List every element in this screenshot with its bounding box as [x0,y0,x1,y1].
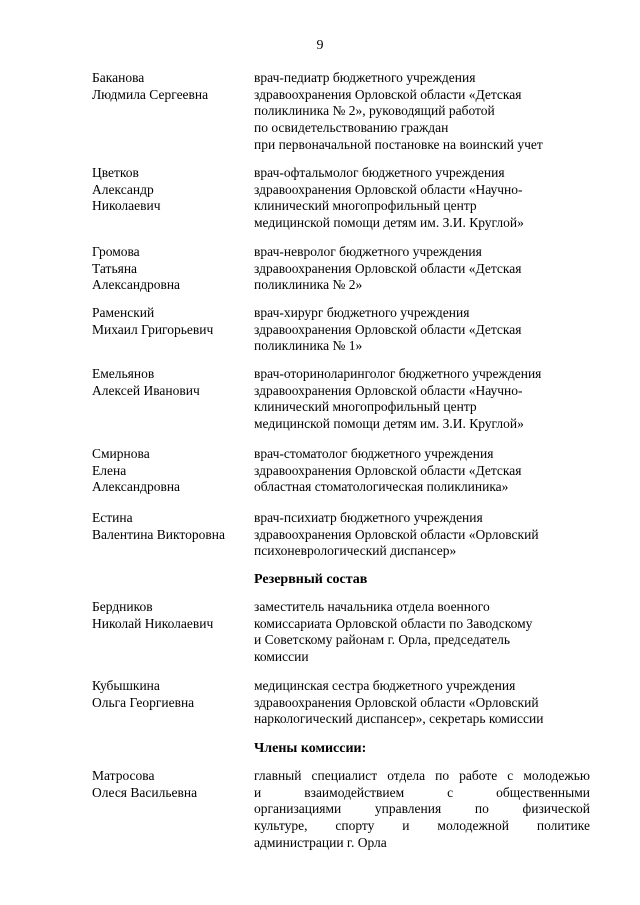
name-line: Смирнова [92,446,150,461]
role-line: врач-оториноларинголог бюджетного учреждения [254,366,542,381]
role-line: при первоначальной постановке на воинский учет [254,136,543,152]
person-name [92,305,254,338]
role-line: клинический многопрофильный центр [254,399,477,415]
role-line: организациями управления по физической [254,801,590,817]
name-line: Громова [92,244,140,259]
name-line: Валентина Викторовна [92,526,225,542]
role-line: врач-педиатр бюджетного учреждения [254,70,476,85]
role-line: областная стоматологическая поликлиника» [254,479,509,495]
role-line: здравоохранения Орловской области «Детская [254,462,522,478]
person-role [254,70,590,154]
name-line: Елена [92,462,127,478]
role-line: и взаимодействием с общественными [254,784,590,800]
person-role [254,366,590,433]
role-line: здравоохранения Орловской области «Научно- [254,181,523,197]
name-line: Татьяна [92,260,138,276]
person-name [92,446,254,496]
person-name [92,510,254,543]
name-line: Кубышкина [92,678,160,693]
name-line: Бердников [92,599,153,614]
person-name [92,768,254,801]
role-line: поликлиника № 2» [254,277,363,293]
person-role [254,165,590,232]
role-line: медицинской помощи детям им. З.И. Круглой» [254,416,524,432]
person-name [92,599,254,632]
role-line: врач-психиатр бюджетного учреждения [254,510,483,525]
name-line: Алексей Иванович [92,382,200,398]
role-line: здравоохранения Орловской области «Детская [254,86,522,102]
name-line: Александровна [92,277,181,293]
name-line: Цветков [92,165,139,180]
name-line: Баканова [92,70,145,85]
role-line: здравоохранения Орловской области «Научно- [254,382,523,398]
name-line: Естина [92,510,133,525]
name-line: Людмила Сергеевна [92,86,209,102]
members-heading: Члены комиссии: [254,741,367,756]
role-line: здравоохранения Орловской области «Орловский [254,694,539,710]
name-line: Матросова [92,768,155,783]
reserve-heading: Резервный состав [254,572,368,587]
name-line: Олеся Васильевна [92,784,198,800]
role-line: по освидетельствованию граждан [254,120,449,136]
person-role [254,678,590,728]
person-role [254,305,590,355]
name-line: Александр [92,181,154,197]
role-line: здравоохранения Орловской области «Орловский [254,526,539,542]
person-name [92,366,254,399]
role-line: врач-невролог бюджетного учреждения [254,244,482,259]
role-line: врач-стоматолог бюджетного учреждения [254,446,494,461]
role-line: врач-хирург бюджетного учреждения [254,305,470,320]
role-line: заместитель начальника отдела военного [254,599,490,614]
name-line: Александровна [92,479,181,495]
name-line: Михаил Григорьевич [92,321,214,337]
role-line: здравоохранения Орловской области «Детская [254,321,522,337]
role-line: администрации г. Орла [254,834,387,850]
role-line: комиссариата Орловской области по Заводскому [254,615,533,631]
person-role [254,446,590,496]
person-name [92,244,254,294]
role-line: поликлиника № 1» [254,338,363,354]
role-line: здравоохранения Орловской области «Детская [254,260,522,276]
person-role [254,244,590,294]
person-name [92,165,254,215]
role-line: поликлиника № 2», руководящий работой [254,103,495,119]
name-line: Раменский [92,305,155,320]
role-line: и Советскому районам г. Орла, председатель [254,632,511,648]
role-line: комиссии [254,649,309,665]
role-line: главный специалист отдела по работе с молодежью [254,768,590,783]
role-line: клинический многопрофильный центр [254,198,477,214]
name-line: Николай Николаевич [92,615,214,631]
person-role [254,599,590,666]
page-number: 9 [316,38,324,53]
role-line: наркологический диспансер», секретарь комиссии [254,711,544,727]
name-line: Николаевич [92,198,161,214]
person-name [92,678,254,711]
person-name [92,70,254,103]
role-line: культуре, спорту и молодежной политике [254,818,590,834]
role-line: врач-офтальмолог бюджетного учреждения [254,165,505,180]
name-line: Ольга Георгиевна [92,694,195,710]
person-role [254,768,590,852]
role-line: медицинской помощи детям им. З.И. Круглой» [254,215,524,231]
role-line: психоневрологический диспансер» [254,543,457,559]
name-line: Емельянов [92,366,155,381]
role-line: медицинская сестра бюджетного учреждения [254,678,516,693]
person-role [254,510,590,560]
